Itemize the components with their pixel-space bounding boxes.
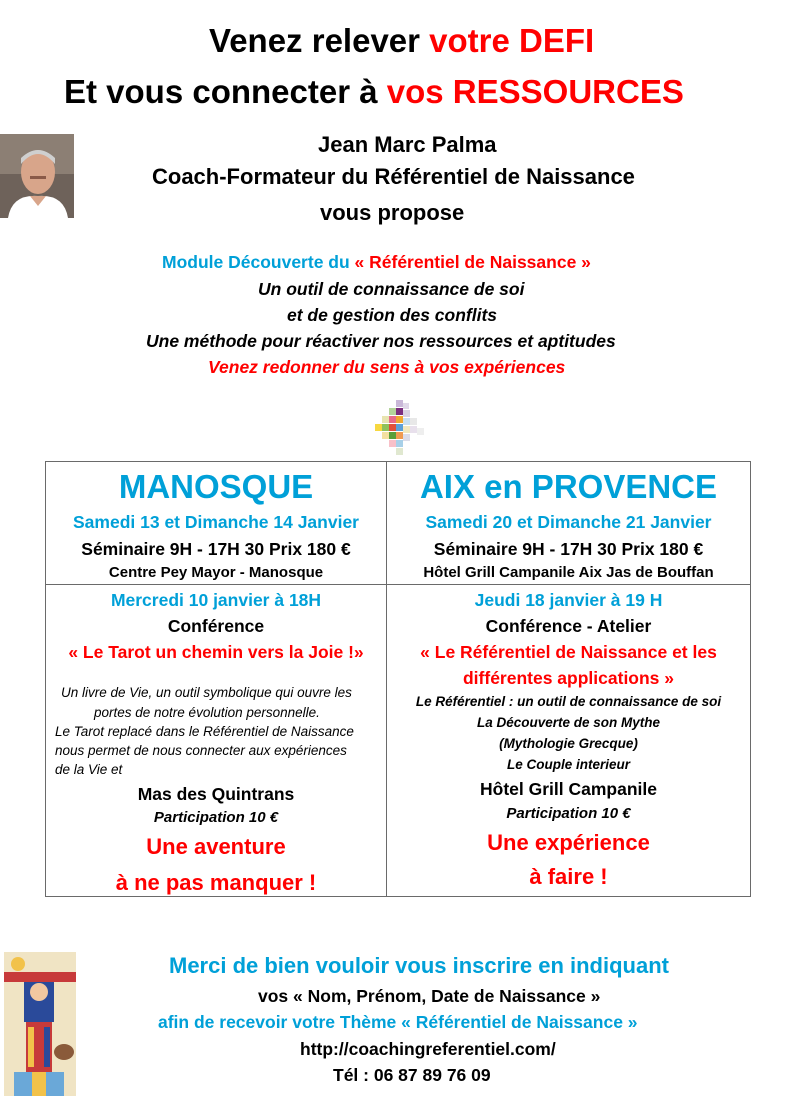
- aix-conf-label: Conférence - Atelier: [485, 616, 652, 636]
- footer-phone: Tél : 06 87 89 76 09: [333, 1065, 491, 1085]
- aix-conf-title-2: différentes applications »: [462, 668, 675, 688]
- footer-register: Merci de bien vouloir vous inscrire en indiquant: [169, 953, 669, 978]
- aix-desc-line: (Mythologie Grecque): [499, 736, 638, 751]
- footer-url-link[interactable]: http://coachingreferentiel.com/: [300, 1039, 556, 1059]
- aix-venue: Hôtel Grill Campanile Aix Jas de Bouffan: [423, 564, 714, 581]
- aix-seminar: Séminaire 9H - 17H 30 Prix 180 €: [433, 539, 704, 559]
- module-line4: Une méthode pour réactiver nos ressources et aptitudes: [146, 331, 616, 351]
- table-row-divider: [45, 584, 751, 585]
- manosque-participation: Participation 10 €: [153, 809, 279, 826]
- aix-conf-venue: Hôtel Grill Campanile: [480, 779, 657, 799]
- aix-conf-date: Jeudi 18 janvier à 19 H: [474, 590, 663, 610]
- module-line2: Un outil de connaissance de soi: [258, 279, 525, 299]
- manosque-dates: Samedi 13 et Dimanche 14 Janvier: [73, 512, 359, 532]
- module-line3: et de gestion des conflits: [287, 305, 498, 325]
- footer-theme: afin de recevoir votre Thème « Référentiel de Naissance »: [158, 1012, 638, 1032]
- headline-line2: [64, 73, 684, 111]
- manosque-conf-venue: Mas des Quintrans: [137, 784, 295, 804]
- module-title-highlight: « Référentiel de Naissance »: [354, 252, 591, 272]
- presenter-name: Jean Marc Palma: [318, 132, 497, 157]
- presenter-propose: vous propose: [320, 200, 465, 225]
- footer-fields: vos « Nom, Prénom, Date de Naissance »: [258, 986, 601, 1006]
- headline-highlight: vos RESSOURCES: [386, 73, 684, 110]
- mosaic-logo-icon: [372, 400, 432, 456]
- manosque-desc-line: portes de notre évolution personnelle.: [94, 705, 320, 720]
- manosque-desc-line: de la Vie et: [55, 762, 123, 777]
- manosque-slogan-1: Une aventure: [146, 834, 286, 859]
- manosque-slogan-2: à ne pas manquer !: [115, 870, 317, 895]
- aix-desc-line: Le Référentiel : un outil de connaissance de soi: [415, 694, 722, 709]
- aix-conf-title-1: « Le Référentiel de Naissance et les: [420, 642, 717, 662]
- manosque-venue: Centre Pey Mayor - Manosque: [108, 564, 324, 581]
- city-manosque: MANOSQUE: [118, 468, 314, 505]
- module-title-text: Module Découverte du: [162, 252, 355, 272]
- manosque-conf-date: Mercredi 10 janvier à 18H: [110, 590, 322, 610]
- manosque-desc-line: Le Tarot replacé dans le Référentiel de Naissance: [55, 724, 354, 739]
- manosque-desc-line: Un livre de Vie, un outil symbolique qui ouvre les: [61, 685, 352, 700]
- manosque-conf-label: Conférence: [167, 616, 265, 636]
- headline-text: Venez relever: [209, 22, 430, 59]
- aix-desc-line: La Découverte de son Mythe: [476, 715, 661, 730]
- portrait-icon: [0, 134, 74, 218]
- headline-highlight: votre DEFI: [429, 22, 595, 59]
- headline-text: Et vous connecter à: [64, 73, 387, 110]
- aix-slogan-2: à faire !: [529, 864, 608, 889]
- module-title: [162, 252, 591, 273]
- presenter-title: Coach-Formateur du Référentiel de Naissance: [152, 164, 635, 189]
- aix-desc-line: Le Couple interieur: [506, 757, 631, 772]
- manosque-seminar: Séminaire 9H - 17H 30 Prix 180 €: [81, 539, 351, 559]
- module-line5: Venez redonner du sens à vos expériences: [208, 357, 566, 377]
- presenter-photo: [0, 134, 74, 218]
- city-aix: AIX en PROVENCE: [419, 468, 718, 505]
- manosque-desc-line: nous permet de nous connecter aux expériences: [55, 743, 347, 758]
- manosque-conf-title: « Le Tarot un chemin vers la Joie !»: [68, 642, 364, 662]
- headline-line1: [209, 22, 594, 60]
- aix-slogan-1: Une expérience: [487, 830, 650, 855]
- aix-participation: Participation 10 €: [506, 805, 631, 822]
- aix-dates: Samedi 20 et Dimanche 21 Janvier: [425, 512, 712, 532]
